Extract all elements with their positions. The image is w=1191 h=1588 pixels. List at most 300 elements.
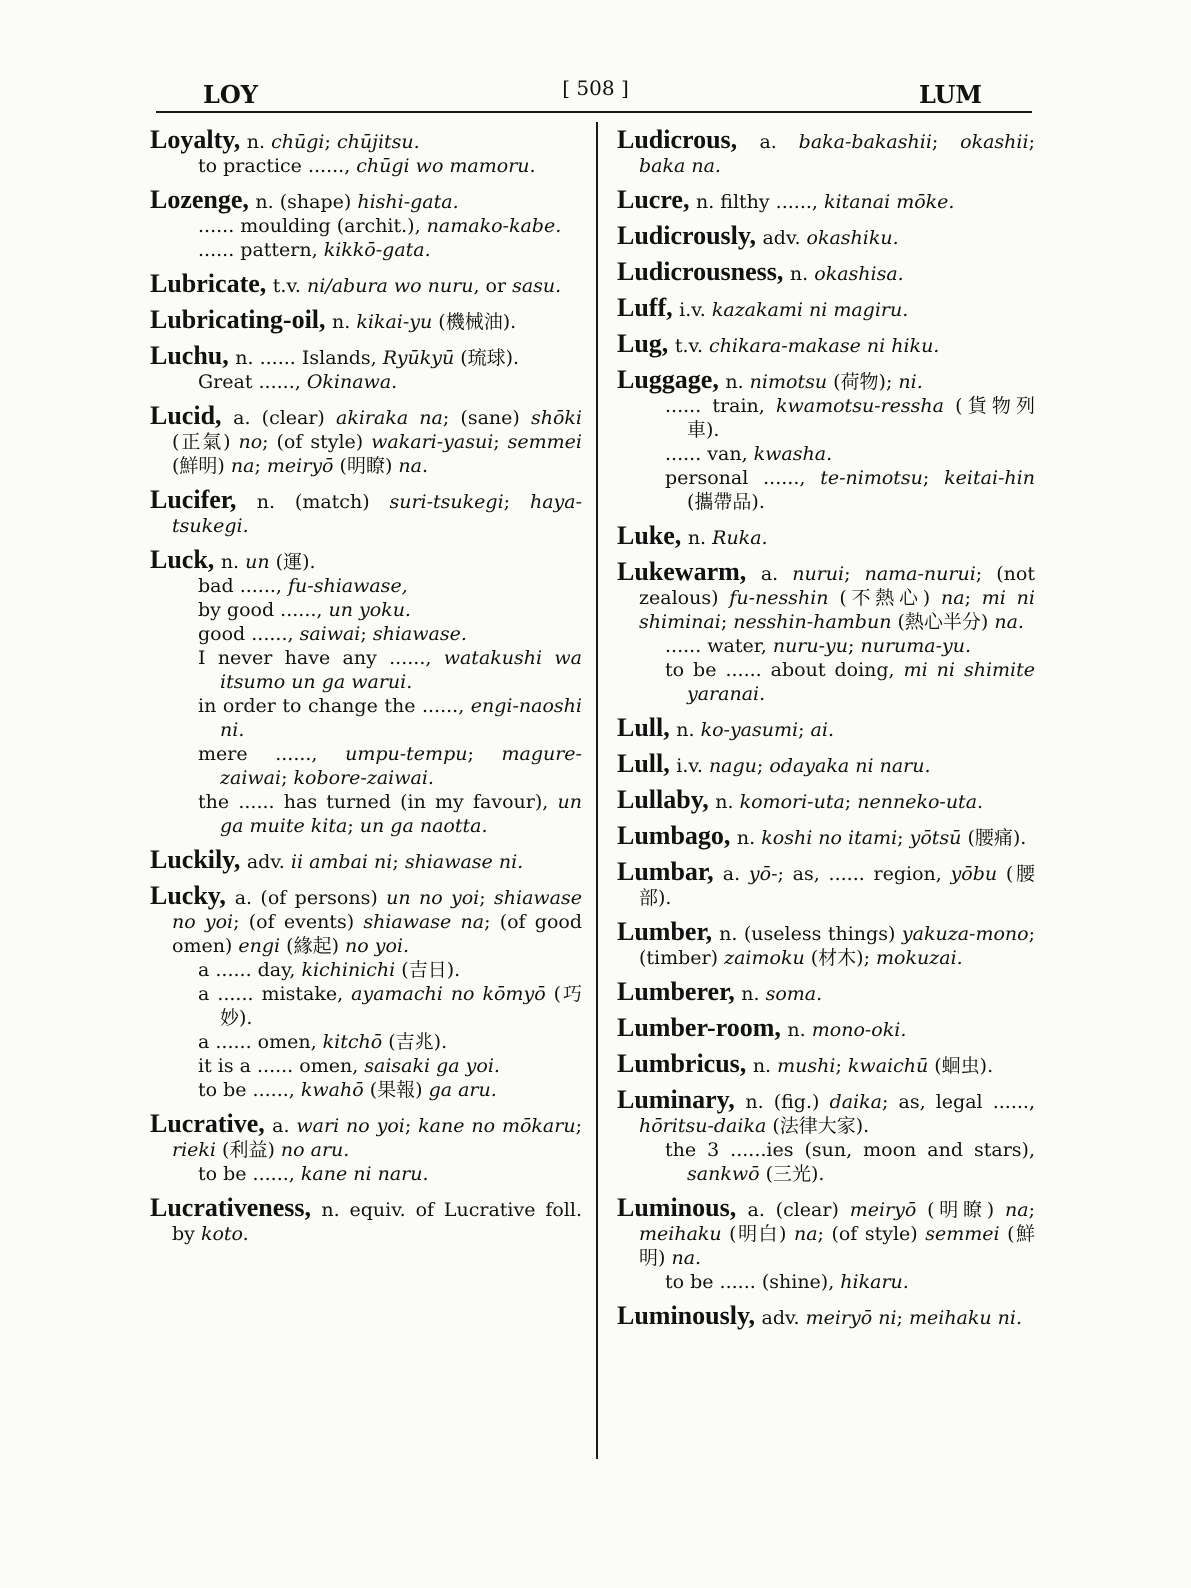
entry-definition [150,401,582,478]
headword: Lumber, [617,917,720,946]
entry-text: (熱心半分) [891,611,995,633]
entry-text: I never have any ......, [198,647,444,669]
sub-entry [150,238,582,262]
japanese-equivalent: un yoku. [328,599,411,621]
entry-definition [617,977,1035,1006]
entry-definition [617,1301,1035,1330]
entry-text: to be ...... (shine), [665,1271,841,1293]
entry-definition [617,293,1035,322]
entry-definition [617,1013,1035,1042]
dictionary-entry [617,713,1035,742]
entry-text: n. equiv. of Lucrative foll. by [172,1199,583,1245]
japanese-equivalent: na [793,1223,818,1245]
entry-definition [150,881,582,958]
entry-text: ; (not zealous) [639,563,1035,609]
entry-text: i.v. [679,299,712,321]
entry-text: ...... van, [665,443,754,465]
entry-definition [617,257,1035,286]
dictionary-entry [617,749,1035,778]
headword: Lukewarm, [617,557,761,586]
headword: Luckily, [150,845,247,874]
japanese-equivalent: nuruma-yu. [860,635,972,657]
japanese-equivalent: shōki [530,407,582,429]
entry-text: it is a ...... omen, [198,1055,365,1077]
entry-text: n. [741,983,766,1005]
entry-text: the ...... has turned (in my favour), [198,791,558,813]
sub-entry [617,442,1035,466]
entry-text: by good ......, [198,599,329,621]
japanese-equivalent: chūgi wo mamoru. [356,155,536,177]
japanese-equivalent: semmei [925,1223,1000,1245]
entry-text: mere ......, [198,743,346,765]
japanese-equivalent: baka na. [639,155,721,177]
japanese-equivalent: yakuza-mono [901,923,1029,945]
entry-text: n. [715,791,740,813]
entry-text: (機械油). [432,311,517,333]
headword: Luff, [617,293,680,322]
entry-definition [617,857,1036,910]
entry-text: ; [254,455,267,477]
entry-definition [617,1049,1035,1078]
japanese-equivalent: na. [994,611,1024,633]
japanese-equivalent: rieki [172,1139,216,1161]
entry-text: (貨物列車). [687,395,1036,441]
dictionary-entry [617,125,1035,178]
entry-text: (明白) [721,1223,794,1245]
entry-text: the 3 ......ies (sun, moon and stars), [665,1139,1035,1161]
japanese-equivalent: na. [398,455,429,477]
dictionary-entry [617,1013,1035,1042]
entry-text: (緣起) [280,935,346,957]
japanese-equivalent: no yoi. [345,935,410,957]
entry-text: a. (clear) [747,1199,850,1221]
entry-text: adv. [246,851,291,873]
japanese-equivalent: kwasha. [753,443,833,465]
japanese-equivalent: yōbu [950,863,998,885]
japanese-equivalent: Ryūkyū [382,347,455,369]
sub-entry [150,646,582,694]
entry-text: ; [392,851,405,873]
entry-text: (果報) [363,1079,429,1101]
entry-text: adv. [761,1307,806,1329]
headword: Luminous, [617,1193,748,1222]
entry-text: to be ......, [198,1163,301,1185]
entry-definition [617,557,1035,634]
japanese-equivalent: kane no mōkaru [418,1115,576,1137]
header-rule [156,111,1032,113]
japanese-equivalent: wari no yoi [296,1115,405,1137]
headword: Luggage, [617,365,726,394]
japanese-equivalent: magure-zaiwai [220,743,582,789]
entry-text: n. [787,1019,812,1041]
dictionary-entry [617,329,1035,358]
entry-text: good ......, [198,623,300,645]
entry-text: (腰部). [639,863,1036,909]
sub-entry [150,370,582,394]
japanese-equivalent: un [245,551,270,573]
sub-entry [150,574,582,598]
column-divider [596,122,598,1459]
japanese-equivalent: Okinawa. [306,371,398,393]
entry-text: (蛔虫). [928,1055,994,1077]
entry-definition [617,221,1035,250]
entry-text: (材木); [804,947,877,969]
entry-text: a ...... omen, [198,1031,323,1053]
sub-entry [150,790,582,838]
entry-text: ; (sane) [442,407,531,429]
japanese-equivalent: kobore-zaiwai. [293,767,434,789]
japanese-equivalent: mi ni shiminai [639,587,1035,633]
japanese-equivalent: engi-naoshi ni. [220,695,582,741]
entry-text: (琉球). [454,347,520,369]
entry-text: ; [931,131,961,153]
entry-definition [617,1085,1035,1138]
sub-entry [617,634,1035,658]
entry-text: in order to change the ......, [198,695,471,717]
japanese-equivalent: akiraka na [336,407,443,429]
japanese-equivalent: shiawase ni. [404,851,524,873]
sub-entry [617,394,1035,442]
japanese-equivalent: hōritsu-daika [639,1115,767,1137]
entry-definition [617,365,1035,394]
entry-text: (法律大家). [766,1115,870,1137]
japanese-equivalent: nuru-yu [772,635,849,657]
sub-entry [617,1270,1035,1294]
entry-text: ...... train, [665,395,776,417]
sub-entry [150,742,582,790]
entry-text: ; (of good omen) [172,911,582,957]
entry-text: i.v. [676,755,709,777]
entry-text: (利益) [216,1139,281,1161]
headword: Lull, [617,749,677,778]
entry-text: (吉日). [395,959,461,981]
sub-entry [150,1162,582,1186]
japanese-equivalent: fu-nesshin [729,587,829,609]
entry-text: (不熱心) [828,587,941,609]
japanese-equivalent: na [941,587,965,609]
dictionary-entry [150,269,582,298]
entry-text: ; (of style) [817,1223,926,1245]
entry-text: n. [736,827,762,849]
entry-text: a ...... mistake, [198,983,352,1005]
japanese-equivalent: zaimoku [724,947,805,969]
entry-text: ...... moulding (archit.), [198,215,427,237]
japanese-equivalent: na [230,455,255,477]
entry-text: ; [347,815,360,837]
entry-text: (巧妙). [220,983,582,1029]
japanese-equivalent: ga aru. [428,1079,497,1101]
entry-definition [617,521,1035,550]
japanese-equivalent: fu-shiawase, [288,575,408,597]
entry-text: n. ...... Islands, [235,347,383,369]
entry-text: a. [760,563,793,585]
japanese-equivalent: ko-yasumi [700,719,799,741]
entry-definition [617,125,1035,178]
japanese-equivalent: semmei [507,431,582,453]
entry-definition [150,545,582,574]
japanese-equivalent: sankwō [687,1163,760,1185]
entry-text: (明瞭) [333,455,399,477]
entry-text: (吉兆). [382,1031,448,1053]
japanese-equivalent: shiawase no yoi [172,887,582,933]
entry-definition [150,185,582,214]
japanese-equivalent: okashiku. [806,227,899,249]
japanese-equivalent: na [1005,1199,1029,1221]
headword: Lucrativeness, [150,1193,322,1222]
entry-text: a. (of persons) [234,887,387,909]
japanese-equivalent: umpu-tempu [345,743,468,765]
headword: Lumberer, [617,977,742,1006]
entry-text: ; [467,743,502,765]
dictionary-entry [150,1193,583,1246]
entry-text: ; as, legal ......, [881,1091,1035,1113]
headword: Lozenge, [150,185,256,214]
japanese-equivalent: nimotsu [749,371,828,393]
entry-text: bad ......, [198,575,289,597]
japanese-equivalent: koshi no itami [761,827,898,849]
entry-text: ; [720,611,734,633]
entry-text: a. [759,131,799,153]
japanese-equivalent: kane ni naru. [300,1163,429,1185]
japanese-equivalent: mi ni shimite yaranai. [687,659,1035,705]
entry-definition [617,749,1035,778]
japanese-equivalent: mokuzai. [876,947,963,969]
headword: Lucrative, [150,1109,273,1138]
entry-text: a ...... day, [198,959,302,981]
japanese-equivalent: odayaka ni naru. [769,755,931,777]
japanese-equivalent: nagu [708,755,757,777]
entry-text: ; [281,767,294,789]
headword: Luck, [150,545,221,574]
japanese-equivalent: kikai-yu [356,311,433,333]
japanese-equivalent: mushi [777,1055,836,1077]
entry-text: t.v. [272,275,307,297]
sub-entry [150,1030,582,1054]
headword: Lubricating-oil, [150,305,333,334]
headword: Luchu, [150,341,236,370]
entry-text: n. [725,371,750,393]
entry-text: ; [964,587,982,609]
entry-text: a. [272,1115,297,1137]
japanese-equivalent: un ga naotta. [359,815,488,837]
entry-text: to be ...... about doing, [665,659,904,681]
headword: Lumbago, [617,821,737,850]
japanese-equivalent: engi [238,935,281,957]
entry-text: ; [479,887,495,909]
sub-entry [150,622,582,646]
entry-text: ; [896,1307,909,1329]
japanese-equivalent: ni/abura wo nuru [307,275,474,297]
japanese-equivalent: kwaichū [847,1055,929,1077]
headword: Loyalty, [150,125,247,154]
entry-text: n. filthy ......, [695,191,824,213]
entry-text: ; [922,467,945,489]
japanese-equivalent: saiwai [299,623,361,645]
japanese-equivalent: baka-bakashii [798,131,932,153]
japanese-equivalent: no aru. [280,1139,350,1161]
japanese-equivalent: yō- [748,863,778,885]
japanese-equivalent: kichinichi [301,959,396,981]
entry-text: n. [676,719,701,741]
entry-text: adv. [762,227,807,249]
japanese-equivalent: te-nimotsu [820,467,923,489]
japanese-equivalent: kazakami ni magiru. [711,299,909,321]
japanese-equivalent: nurui [792,563,845,585]
entry-definition [617,785,1035,814]
sub-entry [150,1054,582,1078]
entry-text: ; [835,1055,848,1077]
dictionary-entry [617,221,1035,250]
japanese-equivalent: na. [671,1247,702,1269]
entry-text: (鮮明) [172,455,231,477]
headword: Lucky, [150,881,235,910]
entry-text: (運). [269,551,316,573]
japanese-equivalent: soma. [765,983,823,1005]
entry-text: , or [473,275,513,297]
headword: Ludicrous, [617,125,760,154]
entry-text: n. [246,131,272,153]
entry-text: ; (timber) [639,923,1035,969]
dictionary-entry [617,293,1035,322]
japanese-equivalent: Ruka. [712,527,768,549]
entry-definition [150,305,582,334]
japanese-equivalent: meihaku ni. [908,1307,1023,1329]
dictionary-entry [617,185,1035,214]
dictionary-entry [617,857,1036,910]
japanese-equivalent: mono-oki. [811,1019,907,1041]
dictionary-entry [617,821,1035,850]
entry-text: (明瞭) [916,1199,1006,1221]
dictionary-entry [617,1049,1035,1078]
entry-text: a. [722,863,749,885]
japanese-equivalent: kwahō [300,1079,364,1101]
japanese-equivalent: kitchō [322,1031,383,1053]
dictionary-entry [617,1193,1036,1294]
japanese-equivalent: watakushi wa itsumo un ga warui. [220,647,582,693]
japanese-equivalent: komori-uta [739,791,845,813]
japanese-equivalent: sasu. [512,275,562,297]
entry-definition [150,341,582,370]
japanese-equivalent: meiryō [849,1199,917,1221]
running-head [0,76,1191,116]
japanese-equivalent: namako-kabe. [426,215,562,237]
entry-text: (荷物); [827,371,899,393]
japanese-equivalent: nesshin-hambun [733,611,892,633]
entry-text: Great ......, [198,371,307,393]
dictionary-entry [617,977,1035,1006]
japanese-equivalent: shiawase na [363,911,485,933]
entry-text: a. (clear) [233,407,336,429]
japanese-equivalent: un ga muite kita [220,791,582,837]
dictionary-entry [150,881,582,1102]
entry-text: to practice ......, [198,155,357,177]
dictionary-entry [150,125,582,178]
japanese-equivalent: meihaku [639,1223,722,1245]
headword: Lumbricus, [617,1049,753,1078]
entry-text: ; [897,827,910,849]
japanese-equivalent: ayamachi no kōmyō [351,983,546,1005]
entry-text: ; [1028,1199,1035,1221]
right-column [617,125,1036,1340]
dictionary-entry [617,521,1035,550]
japanese-equivalent: hikaru. [840,1271,909,1293]
headword: Lull, [617,713,677,742]
headword: Lucid, [150,401,234,430]
japanese-equivalent: keitai-hin [944,467,1035,489]
japanese-equivalent: haya-tsukegi. [172,491,582,537]
entry-text: ; [503,491,530,513]
entry-text: (三光). [759,1163,825,1185]
headword: Lucifer, [150,485,257,514]
entry-text: n. [752,1055,778,1077]
japanese-equivalent: ii ambai ni [290,851,393,873]
japanese-equivalent: yōtsū [909,827,962,849]
sub-entry [617,658,1035,706]
entry-definition [617,917,1035,970]
entry-text: t.v. [674,335,710,357]
sub-entry [150,214,582,238]
entry-text: ; [756,755,770,777]
japanese-equivalent: nama-nurui [864,563,976,585]
sub-entry [150,694,582,742]
dictionary-entry [150,545,582,838]
headword: Ludicrously, [617,221,763,250]
headword: Luminously, [617,1301,762,1330]
japanese-equivalent: chūjitsu. [336,131,420,153]
entry-text: personal ......, [665,467,821,489]
entry-text: n. [789,263,815,285]
sub-entry [150,1078,582,1102]
japanese-equivalent: meiryō [266,455,334,477]
entry-text: ...... water, [665,635,773,657]
dictionary-entry [150,341,582,394]
entry-text: n. [220,551,246,573]
entry-definition [617,329,1035,358]
entry-definition [150,485,582,538]
sub-entry [617,466,1035,514]
page-number: [ 508 ] [562,76,629,100]
japanese-equivalent: no [238,431,263,453]
japanese-equivalent: ai. [810,719,834,741]
dictionary-entry [617,257,1035,286]
japanese-equivalent: okashisa. [814,263,904,285]
entry-text: (攜帶品). [687,491,765,513]
entry-text: ; [324,131,337,153]
headword: Lucre, [617,185,696,214]
entry-text: n. (shape) [255,191,358,213]
entry-text: ; [844,563,865,585]
dictionary-entry [150,485,582,538]
entry-text: ; [493,431,508,453]
entry-text: ; [404,1115,419,1137]
entry-definition [150,125,582,154]
entry-text: ...... pattern, [198,239,324,261]
entry-text: n. (match) [256,491,390,513]
entry-text: ; (of style) [262,431,372,453]
japanese-equivalent: wakari-yasui [371,431,494,453]
japanese-equivalent: daika [829,1091,882,1113]
japanese-equivalent: hishi-gata. [357,191,459,213]
headword: Luminary, [617,1085,746,1114]
japanese-equivalent: koto. [200,1223,249,1245]
entry-text: ; as, ...... region, [777,863,951,885]
dictionary-entry [150,185,582,262]
japanese-equivalent: saisaki ga yoi. [364,1055,500,1077]
running-head-left: LOY [203,80,258,109]
entry-definition [617,185,1035,214]
entry-definition [150,1109,582,1162]
entry-text: ; [848,635,861,657]
